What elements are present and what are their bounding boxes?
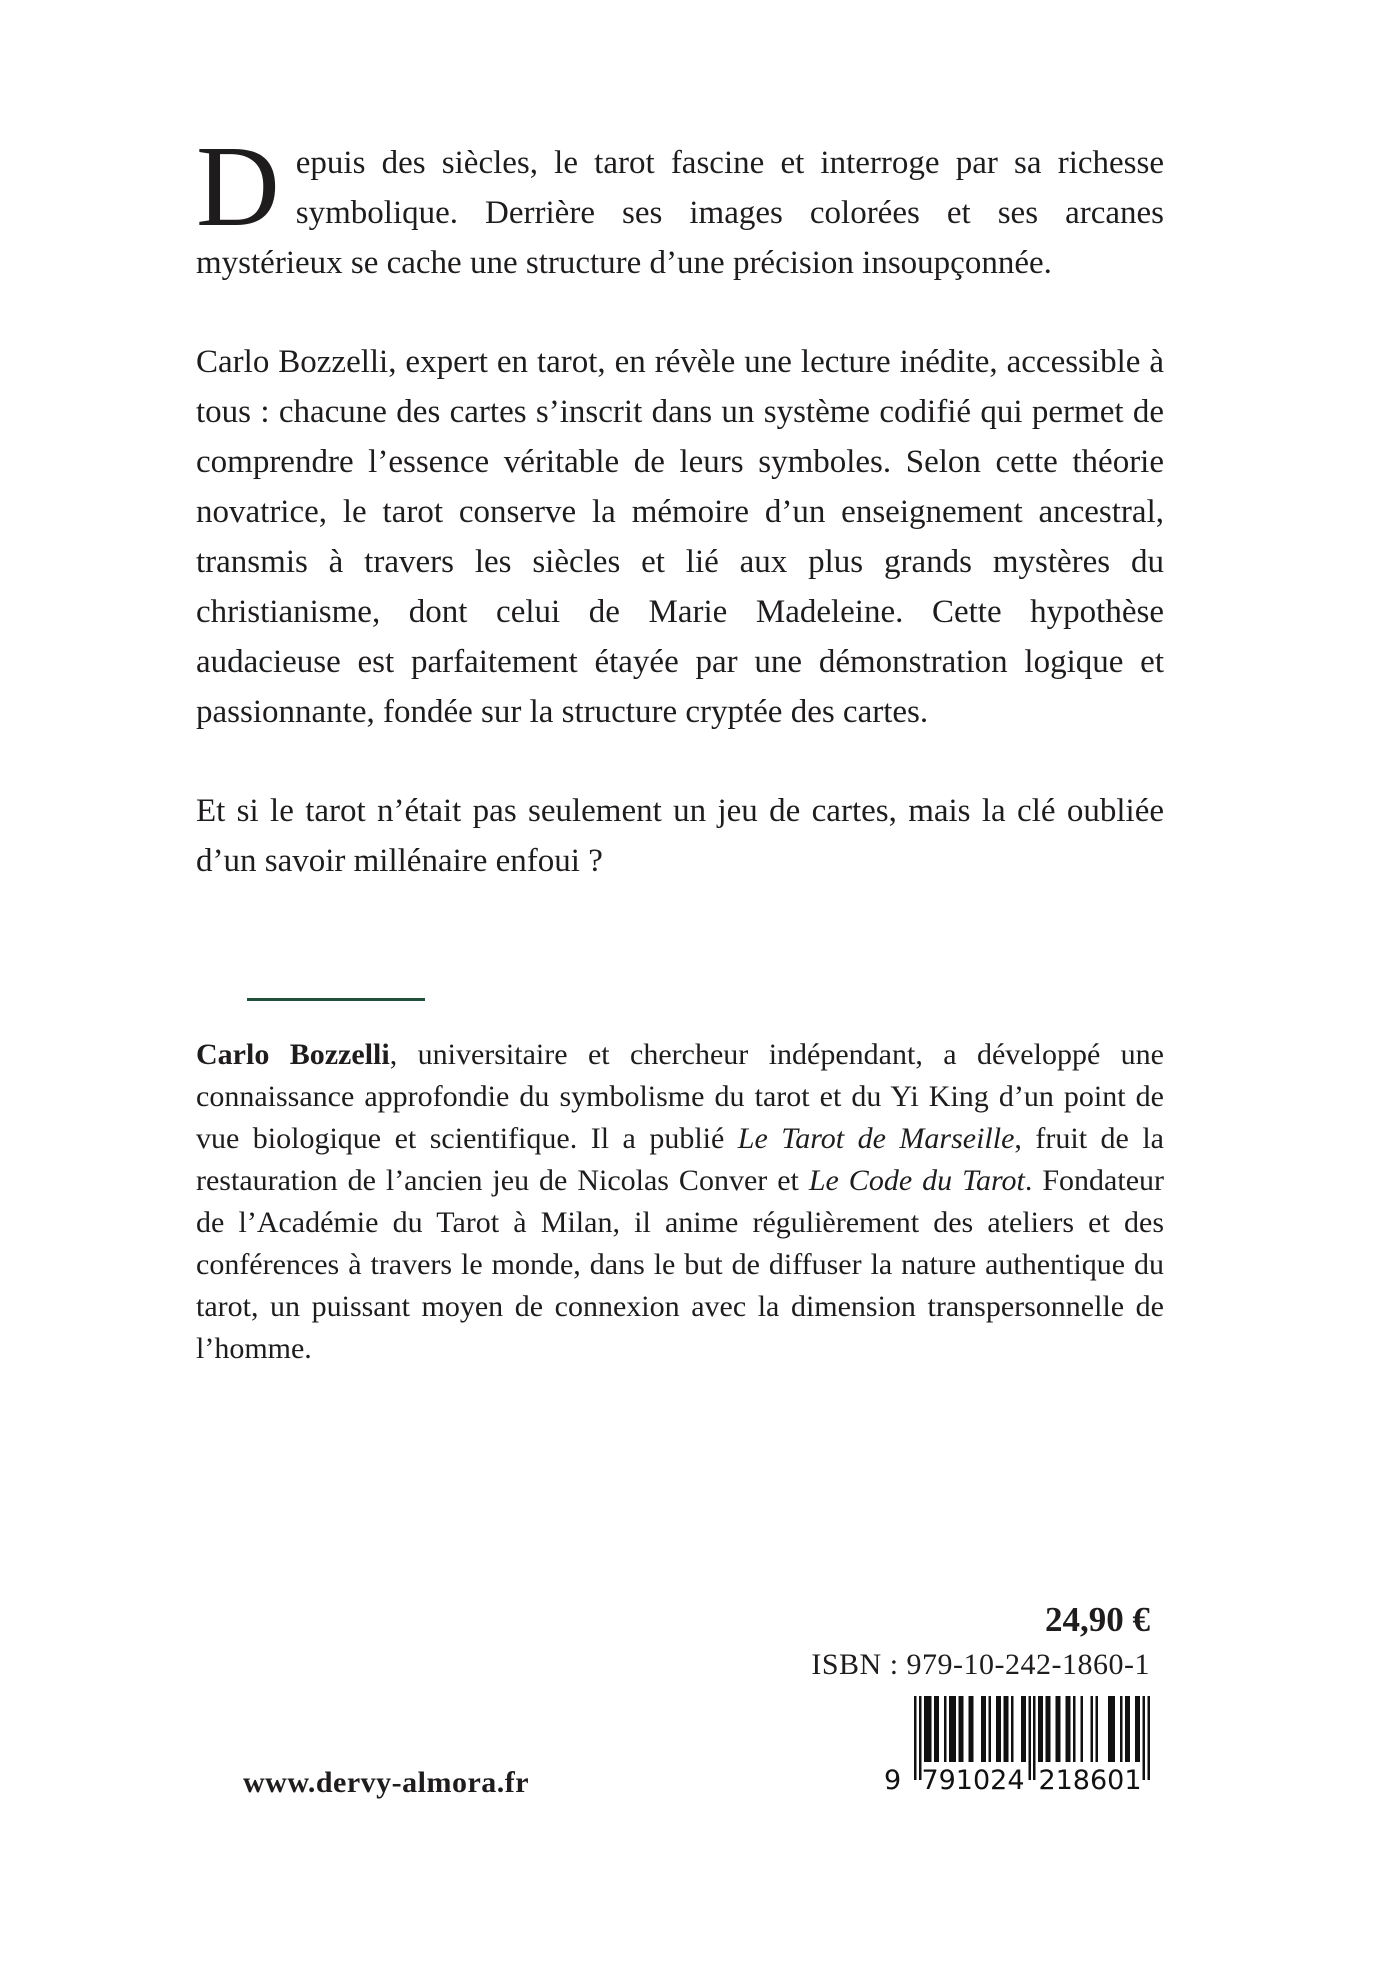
book-title-le-code-du-tarot: Le Code du Tarot bbox=[808, 1164, 1025, 1197]
synopsis-paragraph-1 bbox=[196, 123, 1164, 288]
ean13-barcode bbox=[882, 1696, 1150, 1796]
author-bio-section bbox=[196, 1034, 1164, 1370]
isbn: ISBN : 979-10-242-1860-1 bbox=[811, 1648, 1150, 1681]
author-bio-text-2: , fruit de la restauration de l’ancien jeu de Nicolas Conver et bbox=[196, 1122, 1164, 1197]
price: 24,90 € bbox=[1045, 1600, 1150, 1639]
author-name: Carlo Bozzelli bbox=[196, 1038, 390, 1071]
barcode-digits-right: 218601 bbox=[1038, 1765, 1142, 1796]
author-bio-text-3: . Fondateur de l’Académie du Tarot à Milan, il anime régulièrement des ateliers et des conférences à travers le monde, dans le but de diffuser la nature authentique du tarot, un puissant moyen de connexion avec la dimension transpersonnelle de l’homme. bbox=[196, 1164, 1165, 1365]
barcode-digit-first: 9 bbox=[884, 1765, 902, 1796]
publisher-website: www.dervy-almora.fr bbox=[243, 1766, 530, 1799]
price-isbn-barcode-block bbox=[690, 1600, 1150, 1796]
book-title-le-tarot-de-marseille: Le Tarot de Marseille bbox=[737, 1122, 1015, 1155]
synopsis-paragraph-1-text: epuis des siècles, le tarot fascine et interroge par sa richesse symbolique. Derrière ses images colorées et ses arcanes mystérieux se cache une structure d’une précision insoupçonnée. bbox=[196, 145, 1164, 281]
synopsis-paragraph-2: Carlo Bozzelli, expert en tarot, en révèle une lecture inédite, accessible à tous : chacune des cartes s’inscrit dans un système codifié qui permet de comprendre l’essence véritable de leurs symboles. Selon cette théorie novatrice, le tarot conserve la mémoire d’un enseignement ancestral, transmis à travers les siècles et lié aux plus grands mystères du christianisme, dont celui de Marie Madeleine. Cette hypothèse audacieuse est parfaitement étayée par une démonstration logique et passionnante, fondée sur la structure cryptée des cartes. bbox=[196, 344, 1164, 730]
author-bio-text-1: , universitaire et chercheur indépendant, a développé une connaissance approfondie du symbolisme du tarot et du Yi King d’un point de vue biologique et scientifique. Il a publié bbox=[196, 1038, 1164, 1155]
section-divider bbox=[247, 998, 425, 1001]
synopsis-paragraph-3: Et si le tarot n’était pas seulement un jeu de cartes, mais la clé oubliée d’un savoir millénaire enfoui ? bbox=[196, 793, 1164, 879]
drop-cap: D bbox=[196, 123, 280, 251]
author-bio-paragraph bbox=[196, 1034, 1164, 1370]
synopsis-section bbox=[196, 123, 1164, 935]
barcode-digits-left: 791024 bbox=[921, 1765, 1025, 1796]
